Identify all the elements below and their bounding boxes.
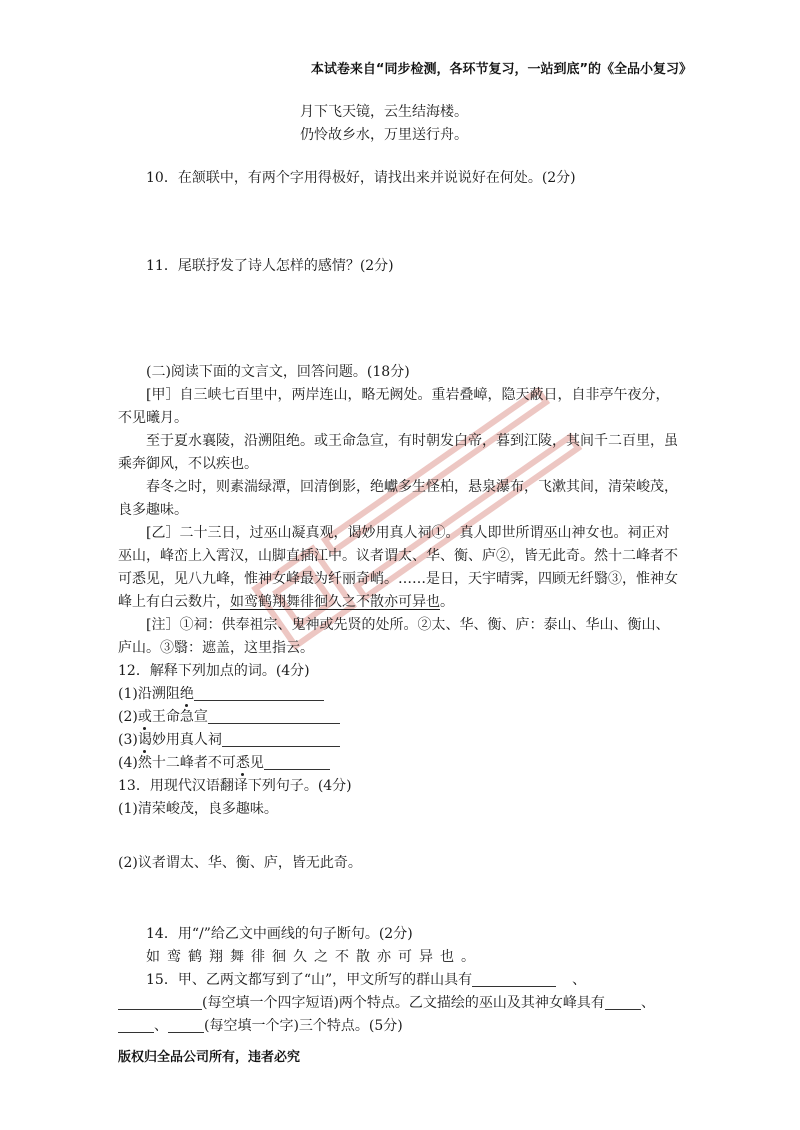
passage-yi-text: 峰上有白云数片， [118, 594, 230, 610]
notes-line: 庐山。③翳：遮盖，这里指云。 [118, 640, 314, 656]
item-text: 妙用真人祠 [151, 732, 222, 748]
separator: 、 [154, 1018, 168, 1034]
question-14: 14．用“/”给乙文中画线的句子断句。(2分) [146, 926, 413, 942]
q15-text: (每空填一个四字短语)两个特点。乙文描绘的巫山及其神女峰具有 [202, 995, 605, 1011]
passage-jia-line: [甲］自三峡七百里中，两岸连山，略无阙处。重岩叠嶂，隐天蔽日，自非亭午夜分， [146, 387, 670, 403]
answer-blank[interactable] [168, 1018, 204, 1033]
separator: 、 [640, 995, 655, 1011]
passage-jia-line: 乘奔御风，不以疾也。 [118, 456, 258, 472]
item-text: (1)沿溯阻 [118, 686, 180, 702]
question-12: 12．解释下列加点的词。(4分) [118, 663, 310, 679]
question-15-line-2 [118, 994, 655, 1012]
question-15-line-1 [146, 971, 586, 989]
answer-blank[interactable] [472, 972, 556, 987]
passage-jia-line: 至于夏水襄陵，沿溯阻绝。或王命急宣，有时朝发白帝，暮到江陵，其间千二百里，虽 [146, 433, 678, 449]
section-heading: (二)阅读下面的文言文，回答问题。(18分) [146, 364, 410, 380]
passage-yi-line: [乙］二十三日，过巫山凝真观，谒妙用真人祠①。真人即世所谓巫山神女也。祠正对 [146, 525, 670, 541]
item-text: (3) [118, 732, 138, 748]
passage-yi-line-last [118, 593, 454, 611]
question-13: 13．用现代汉语翻译下列句子。(4分) [118, 778, 352, 794]
answer-blank[interactable] [222, 732, 340, 747]
dotted-word: 悉 [235, 755, 250, 771]
period: 。 [440, 594, 454, 610]
item-text: (2) [118, 709, 138, 725]
question-14-sentence: 如鸾鹤翔舞徘徊久之不散亦可异也。 [146, 949, 482, 965]
answer-blank[interactable] [194, 686, 324, 701]
answer-blank[interactable] [264, 755, 330, 770]
poem-line-1: 月下飞天镜，云生结海楼。 [300, 104, 468, 120]
passage-yi-line: 可悉见，见八九峰，惟神女峰最为纤丽奇峭。……是日，天宇晴霁，四顾无纤翳③，惟神女 [118, 571, 678, 587]
answer-blank[interactable] [208, 709, 340, 724]
dotted-word: 谒 [137, 732, 152, 748]
item-text: 见 [249, 755, 264, 771]
answer-blank[interactable] [605, 995, 641, 1010]
question-12-item [118, 754, 330, 772]
item-text: 王命急宣 [151, 709, 208, 725]
question-11: 11．尾联抒发了诗人怎样的感情？(2分) [146, 258, 394, 274]
question-12-item [118, 685, 324, 703]
question-13-item-2: (2)议者谓太、华、衡、庐，皆无此奇。 [118, 855, 362, 871]
passage-jia-line: 春冬之时，则素湍绿潭，回清倒影，绝巘多生怪柏，悬泉瀑布，飞漱其间，清荣峻茂， [146, 479, 678, 495]
question-10: 10．在颔联中，有两个字用得极好，请找出来并说说好在何处。(2分) [146, 170, 576, 186]
question-13-item-1: (1)清荣峻茂，良多趣味。 [118, 801, 278, 817]
question-15-line-3 [118, 1017, 403, 1035]
q15-text: (每空填一个字)三个特点。(5分) [204, 1018, 403, 1034]
underlined-sentence: 如鸾鹤翔舞徘徊久之不散亦可异也 [230, 594, 440, 610]
separator: 、 [572, 972, 587, 988]
question-12-item [118, 708, 340, 726]
passage-jia-line: 不见曦月。 [118, 410, 188, 426]
dotted-word: 绝 [179, 686, 194, 702]
q15-text: 15．甲、乙两文都写到了“山”，甲文所写的群山具有 [146, 972, 473, 988]
passage-yi-line: 巫山，峰峦上入霄汉，山脚直插江中。议者谓太、华、衡、庐②，皆无此奇。然十二峰者不 [118, 548, 678, 564]
page-footer: 版权归全品公司所有，违者必究 [118, 1050, 301, 1065]
page-header: 本试卷来自“同步检测，各环节复习，一站到底”的《全品小复习》 [310, 62, 692, 77]
item-text: (4)然十二峰者不可 [118, 755, 236, 771]
dotted-word: 或 [137, 709, 152, 725]
answer-blank[interactable] [118, 995, 202, 1010]
notes-line: [注］①祠：供奉祖宗、鬼神或先贤的处所。②太、华、衡、庐：泰山、华山、衡山、 [146, 617, 670, 633]
question-12-item [118, 731, 340, 749]
passage-jia-line: 良多趣味。 [118, 502, 188, 518]
answer-blank[interactable] [118, 1018, 154, 1033]
poem-line-2: 仍怜故乡水，万里送行舟。 [300, 127, 468, 143]
